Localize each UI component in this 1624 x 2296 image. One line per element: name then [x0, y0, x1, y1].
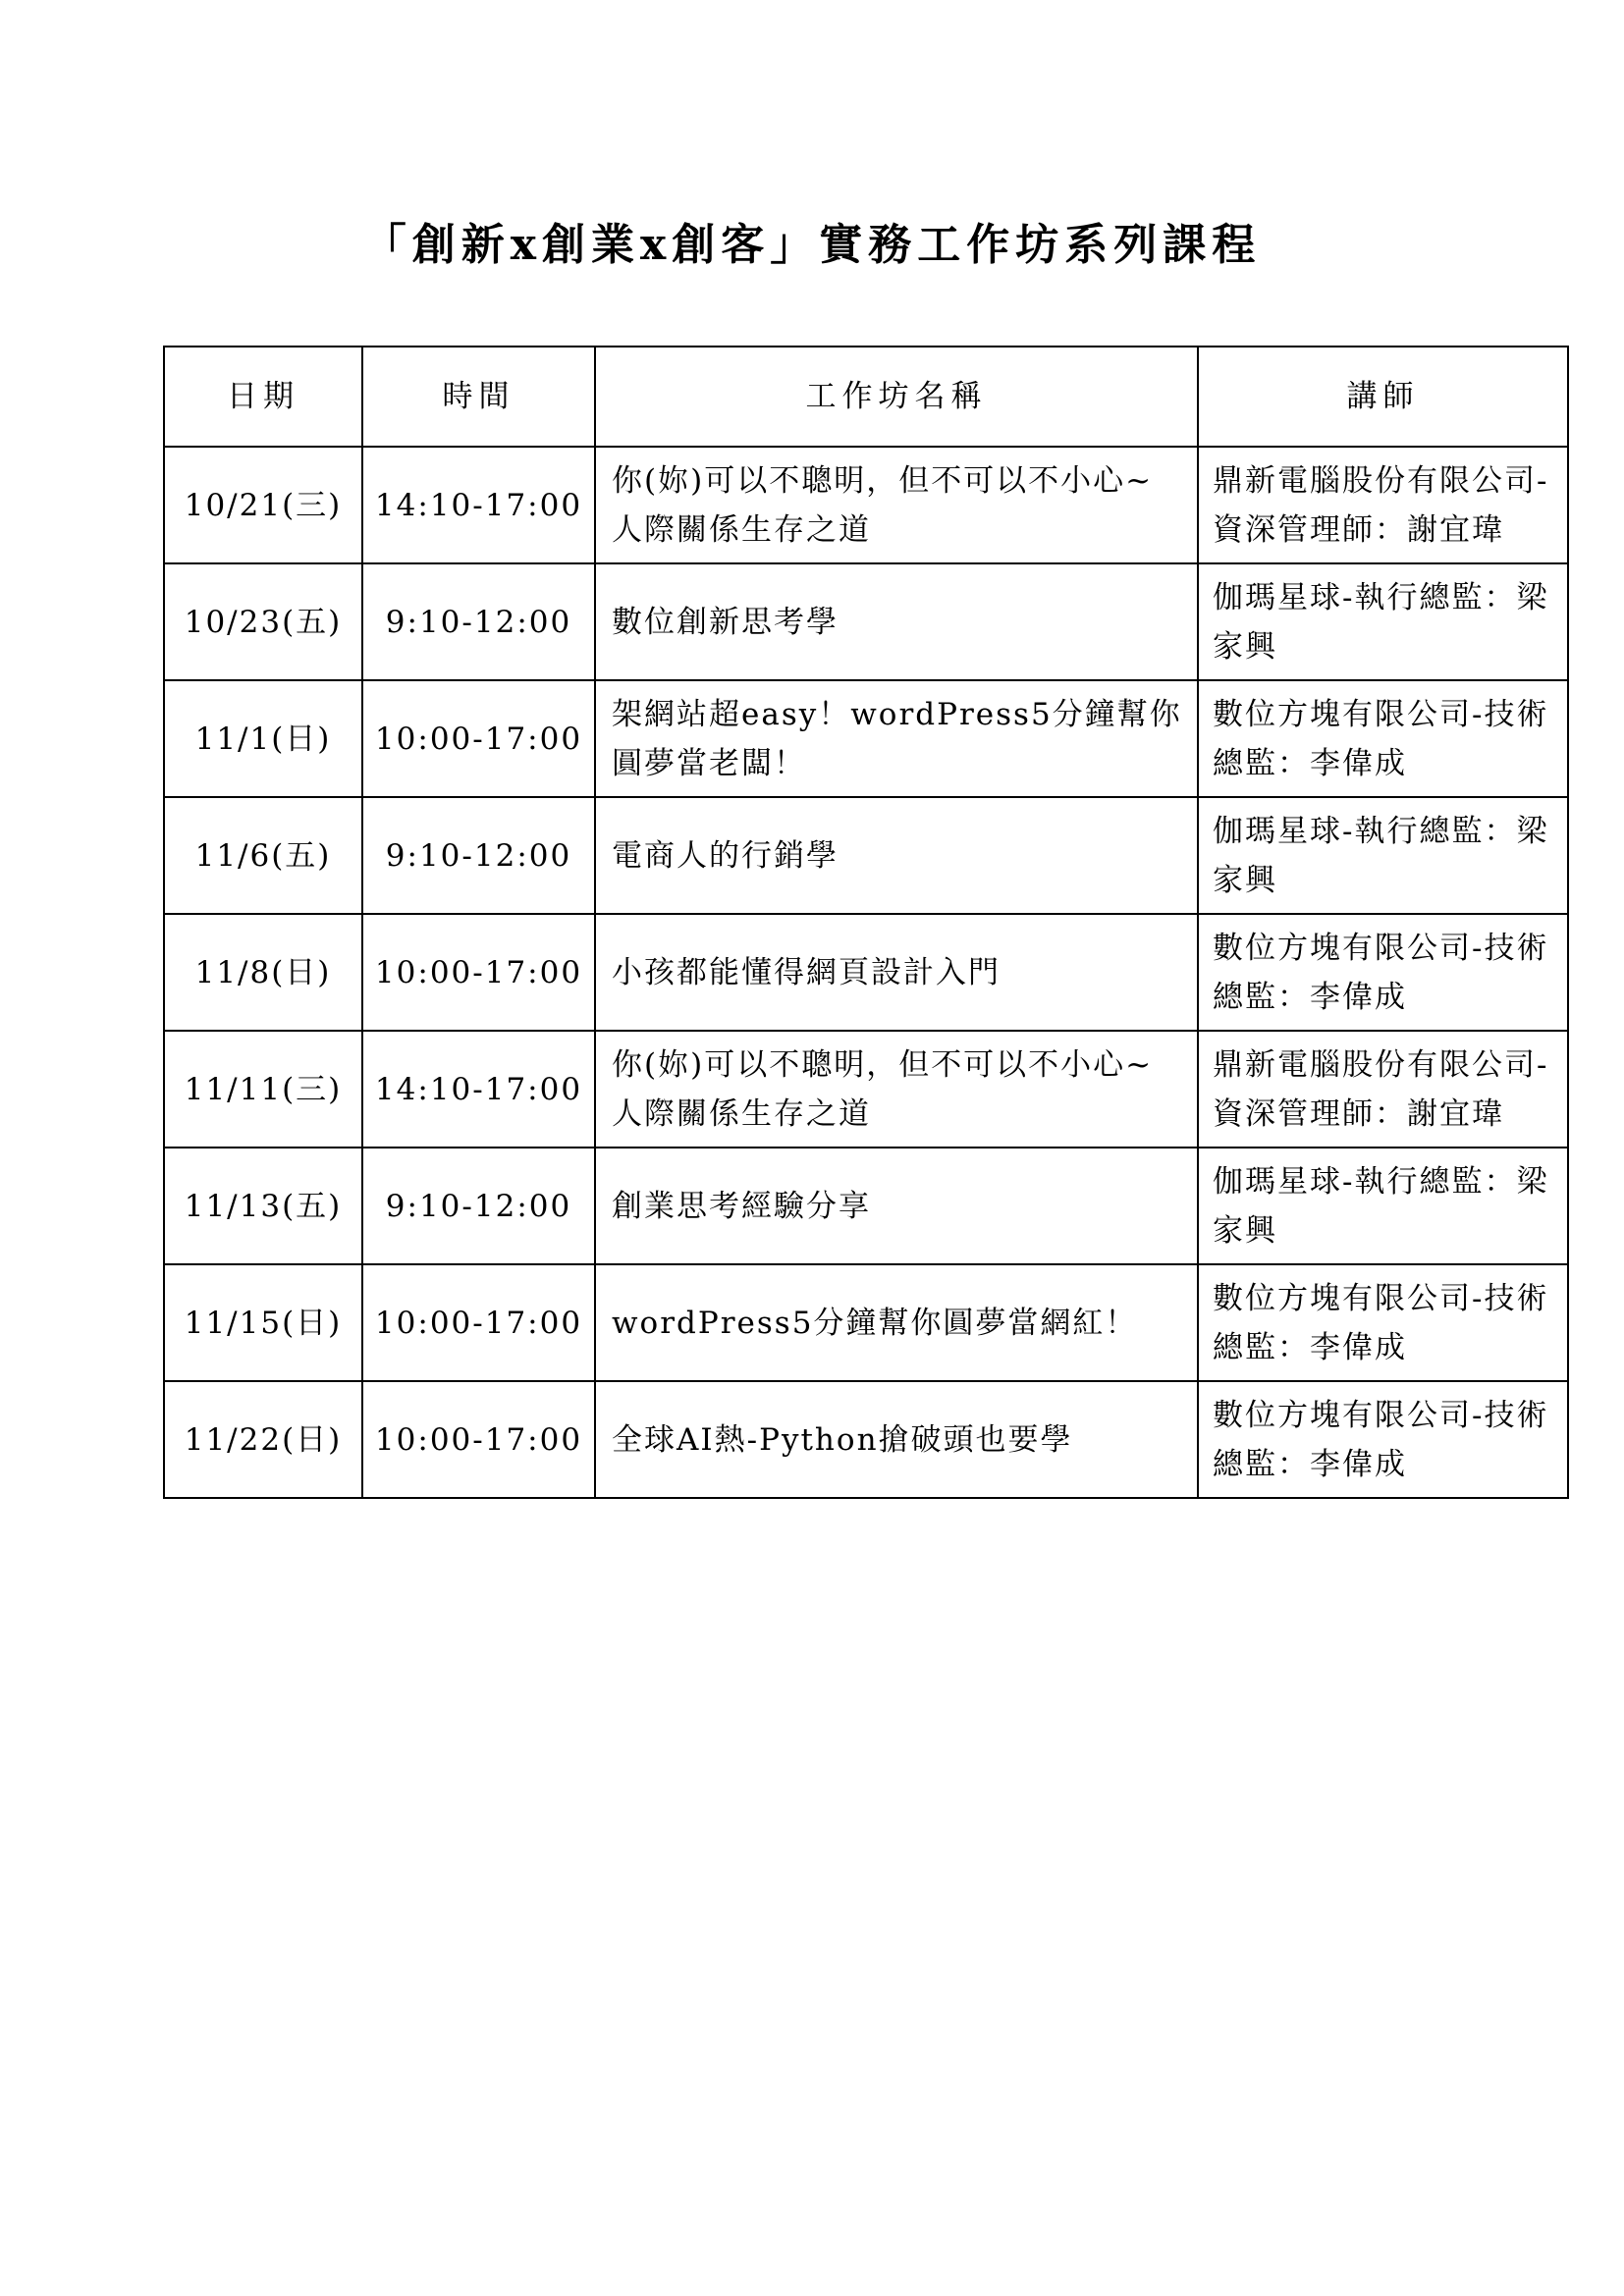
cell-time: 10:00-17:00: [362, 1264, 595, 1381]
cell-instructor: 數位方塊有限公司-技術總監：李偉成: [1198, 1381, 1568, 1498]
cell-date: 11/1(日): [164, 680, 362, 797]
cell-time: 9:10-12:00: [362, 797, 595, 914]
cell-time: 14:10-17:00: [362, 1031, 595, 1148]
cell-instructor: 鼎新電腦股份有限公司-資深管理師：謝宜瑋: [1198, 447, 1568, 563]
cell-date: 11/13(五): [164, 1148, 362, 1264]
header-instructor: 講師: [1198, 347, 1568, 447]
cell-workshop-name: 數位創新思考學: [595, 563, 1198, 680]
cell-instructor: 伽瑪星球-執行總監：梁家興: [1198, 797, 1568, 914]
table-row: [164, 797, 1568, 914]
cell-date: 11/6(五): [164, 797, 362, 914]
cell-date: 11/15(日): [164, 1264, 362, 1381]
cell-instructor: 數位方塊有限公司-技術總監：李偉成: [1198, 680, 1568, 797]
cell-time: 10:00-17:00: [362, 1381, 595, 1498]
cell-workshop-name: 電商人的行銷學: [595, 797, 1198, 914]
table-row: [164, 1381, 1568, 1498]
cell-instructor: 鼎新電腦股份有限公司-資深管理師：謝宜瑋: [1198, 1031, 1568, 1148]
page-title: 「創新x創業x創客」實務工作坊系列課程: [362, 220, 1262, 270]
cell-time: 14:10-17:00: [362, 447, 595, 563]
cell-workshop-name: 創業思考經驗分享: [595, 1148, 1198, 1264]
header-workshop-name: 工作坊名稱: [595, 347, 1198, 447]
table-row: [164, 1264, 1568, 1381]
header-time: 時間: [362, 347, 595, 447]
table-row: [164, 1031, 1568, 1148]
cell-date: 10/21(三): [164, 447, 362, 563]
table-row: [164, 563, 1568, 680]
cell-instructor: 數位方塊有限公司-技術總監：李偉成: [1198, 1264, 1568, 1381]
header-date: 日期: [164, 347, 362, 447]
table-row: [164, 1148, 1568, 1264]
cell-time: 9:10-12:00: [362, 563, 595, 680]
cell-workshop-name: 架網站超easy！wordPress5分鐘幫你圓夢當老闆！: [595, 680, 1198, 797]
cell-instructor: 伽瑪星球-執行總監：梁家興: [1198, 563, 1568, 680]
cell-workshop-name: wordPress5分鐘幫你圓夢當網紅！: [595, 1264, 1198, 1381]
cell-time: 10:00-17:00: [362, 914, 595, 1031]
table-row: [164, 447, 1568, 563]
cell-workshop-name: 小孩都能懂得網頁設計入門: [595, 914, 1198, 1031]
cell-time: 10:00-17:00: [362, 680, 595, 797]
cell-date: 10/23(五): [164, 563, 362, 680]
cell-workshop-name: 你(妳)可以不聰明，但不可以不小心~人際關係生存之道: [595, 447, 1198, 563]
table-row: [164, 914, 1568, 1031]
table-header-row: [164, 347, 1568, 447]
cell-instructor: 數位方塊有限公司-技術總監：李偉成: [1198, 914, 1568, 1031]
cell-workshop-name: 全球AI熱-Python搶破頭也要學: [595, 1381, 1198, 1498]
cell-date: 11/22(日): [164, 1381, 362, 1498]
cell-date: 11/11(三): [164, 1031, 362, 1148]
workshop-schedule-table: [163, 346, 1569, 1499]
cell-time: 9:10-12:00: [362, 1148, 595, 1264]
cell-workshop-name: 你(妳)可以不聰明，但不可以不小心~人際關係生存之道: [595, 1031, 1198, 1148]
table-row: [164, 680, 1568, 797]
cell-date: 11/8(日): [164, 914, 362, 1031]
cell-instructor: 伽瑪星球-執行總監：梁家興: [1198, 1148, 1568, 1264]
